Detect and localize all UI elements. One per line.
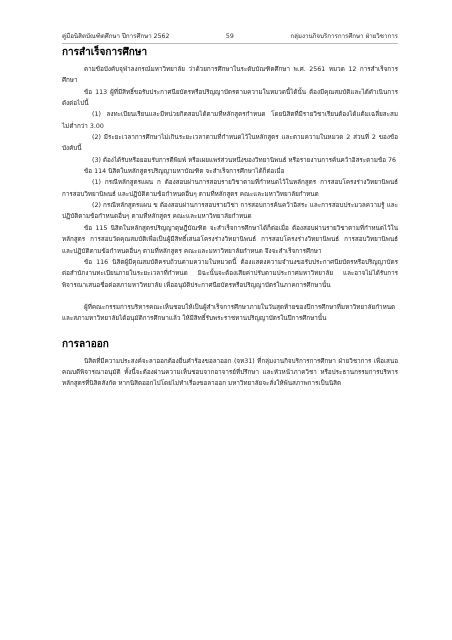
paragraph: (2) กรณีหลักสูตรแผน ข ต้องสอบผ่านการสอบรายวิชา การสอบการค้นคว้าอิสระ และการสอบประมวลความรู้ และปฏิบัติตามข้อกำหนดอื่นๆ ตามที่หลักสูตร คณะและมหาวิทยาลัยกำหนด [62,202,398,221]
paragraph: ข้อ 115 นิสิตในหลักสูตรปริญญาดุษฎีบัณฑิต จะสำเร็จการศึกษาได้ก็ต่อเมื่อ ต้องสอบผ่านรายวิชาตามที่กำหนดไว้ในหลักสูตร การสอบวัดคุณสมบัติเพื่อเป็นผู้มีสิทธิ์เสนอโครงร่างวิทยานิพนธ์ การสอบโครงร่างวิทยานิพนธ์ การสอบวิทยานิพนธ์ และปฏิบัติตามข้อกำหนดอื่นๆ ตามที่หลักสูตร คณะและมหาวิทยาลัยกำหนด จึงจะสำเร็จการศึกษา [62,224,398,255]
page-header [62,33,398,44]
paragraph: (1) ลงทะเบียนเรียนและมีหน่วยกิตสอบได้ตามที่หลักสูตรกำหนด โดยนิสิตที่มีรายวิชาเรียนต้องได้แต้มเฉลี่ยสะสมไม่ต่ำกว่า 3.00 [62,111,398,130]
page-number: 59 [225,33,234,40]
spacer [62,325,398,339]
page-content [62,47,398,390]
paragraph: นิสิตที่มีความประสงค์จะลาออกต้องยื่นคำร้องขอลาออก (จท31) ที่กลุ่มงานกิจบริการการศึกษา ฝ่ายวิชาการ เพื่อเสนอคณบดีพิจารณาอนุมัติ ทั้งนี้จะต้องผ่านความเห็นชอบจากอาจารย์ที่ปรึกษา และหัวหน้าภาควิชา หรือประธานกรรมการบริหารหลักสูตรที่นิสิตสังกัด หากนิสิตออกไปโดยไม่ทำเรื่องขอลาออก มหาวิทยาลัยจะสั่งให้พ้นสภาพการเป็นนิสิต [62,357,398,388]
paragraph: (2) มีระยะเวลาการศึกษาไม่เกินระยะเวลาตามที่กำหนดไว้ในหลักสูตร และตามความในหมวด 2 ส่วนที่ 2 ของข้อบังคับนี้ [62,134,398,153]
header-title: คู่มือนิสิตบัณฑิตศึกษา ปีการศึกษา 2562 [62,33,170,40]
paragraph: ข้อ 114 นิสิตในหลักสูตรปริญญามหาบัณฑิต จะสำเร็จการศึกษาได้ก็ต่อเมื่อ [84,168,285,176]
paragraph: ตามข้อบังคับจุฬาลงกรณ์มหาวิทยาลัย ว่าด้วยการศึกษาในระดับบัณฑิตศึกษา พ.ศ. 2561 หมวด 12 การสำเร็จการศึกษา [62,66,398,85]
paragraph: ผู้ที่คณะกรรมการบริหารคณะเห็นชอบให้เป็นผู้สำเร็จการศึกษาภายในวันสุดท้ายของปีการศึกษาที่มหาวิทยาลัยกำหนด และสภามหาวิทยาลัยได้อนุมัติการศึกษาแล้ว ให้มีสิทธิ์รับพระราชทานปริญญาบัตรในปีการศึกษานั้น [62,303,396,323]
spacer [62,291,398,302]
paragraph: ข้อ 116 นิสิตผู้มีคุณสมบัติครบถ้วนตามความในหมวดนี้ ต้องแสดงความจำนงขอรับประกาศนียบัตรหรือปริญญาบัตรต่อสำนักงานทะเบียนภายในระยะเวลาที่กำหนด มิฉะนั้นจะต้องเสียค่าปรับตามประกาศมหาวิทยาลัย และอาจไม่ได้รับการพิจารณาเสนอชื่อต่อสภามหาวิทยาลัย เพื่ออนุมัติประกาศนียบัตรหรือปริญญาบัตรในภาคการศึกษานั้น [62,258,398,289]
paragraph: ข้อ 113 ผู้ที่มีสิทธิ์ขอรับประกาศนียบัตรหรือปริญญาบัตรตามความในหมวดนี้ได้นั้น ต้องมีคุณสมบัติและได้ดำเนินการดังต่อไปนี้ [62,88,398,108]
paragraph: (1) กรณีหลักสูตรแผน ก ต้องสอบผ่านการสอบรายวิชาตามที่กำหนดไว้ในหลักสูตร การสอบโครงร่างวิทยานิพนธ์ การสอบวิทยานิพนธ์ และปฏิบัติตามข้อกำหนดอื่นๆ ตามที่หลักสูตร คณะและมหาวิทยาลัยกำหนด [62,179,398,198]
paragraph: (3) ต้องได้รับหรือยอมรับการตีพิมพ์ หรือเผยแพร่ส่วนหนึ่งของวิทยานิพนธ์ หรือรายงานการค้นคว้าอิสระตามข้อ 76 [92,156,397,164]
section-title-graduation: การสำเร็จการศึกษา [62,47,148,58]
header-department: กลุ่มงานกิจบริการการศึกษา ฝ่ายวิชาการ [290,33,398,40]
section-title-resignation: การลาออก [62,338,109,350]
